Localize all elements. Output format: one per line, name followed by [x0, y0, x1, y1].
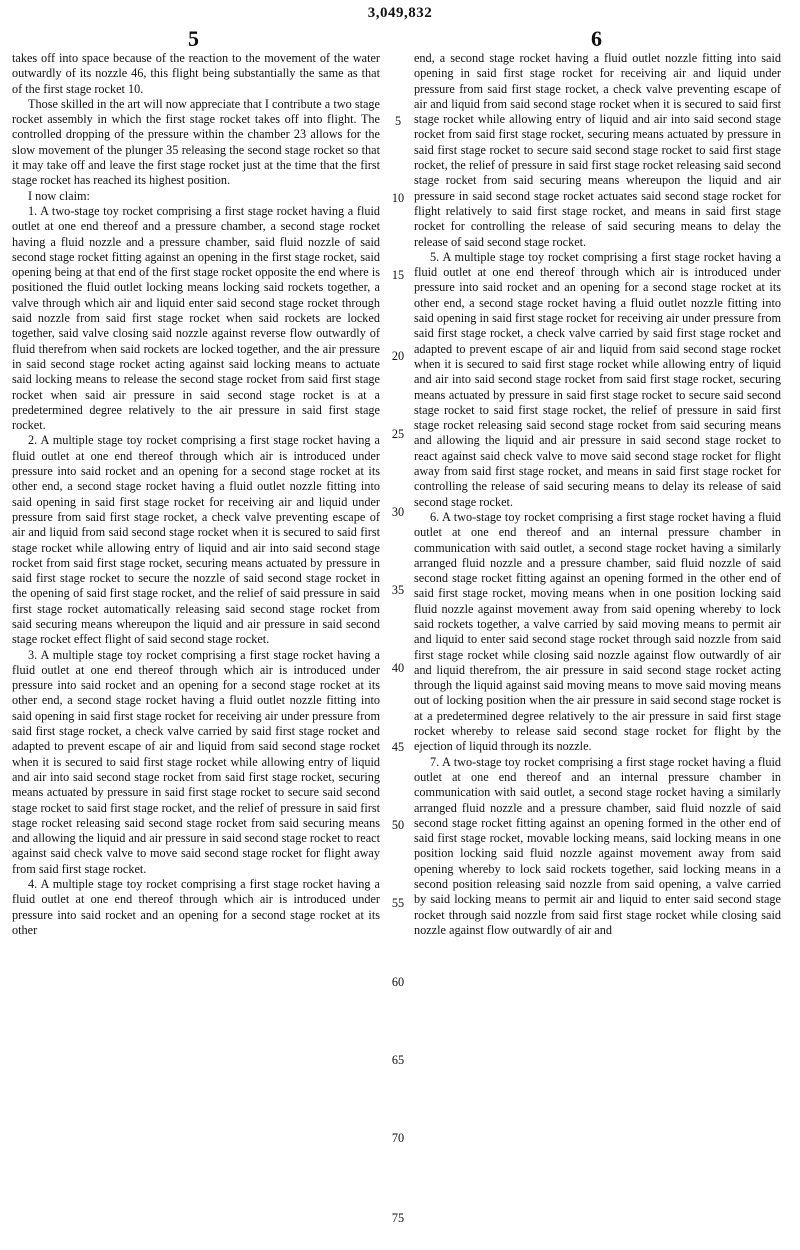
line-number: 75 — [391, 1211, 405, 1225]
line-number: 10 — [391, 191, 405, 205]
claim-2: 2. A multiple stage toy rocket comprising a first stage rocket having a fluid outlet at one end thereof through which air is introduced under pressure into said rocket and an opening for a second stage rocket at its other end, a second stage rocket having a fluid outlet nozzle fitting into said opening in said first stage rocket for receiving air and liquid under pressure from said first stage rocket, a check valve preventing escape of air and liquid from said second stage rocket when it is secured to said first stage rocket while allowing entry of liquid and air into said second stage rocket from said first stage rocket, securing means actuated by pressure in said first stage rocket to secure the nozzle of said second stage rocket in the opening of said first stage rocket, and the relief of said pressure in said first stage rocket automatically releasing said second stage rocket from said securing means whereupon the liquid and air pressure in said second stage rocket effect flight of said second stage rocket. — [12, 433, 380, 647]
claim-4-start: 4. A multiple stage toy rocket comprising a first stage rocket having a fluid outlet at one end thereof through which air is introduced under pressure into said rocket and an opening for a second stage rocket at its other — [12, 877, 380, 937]
left-text-column — [12, 51, 380, 938]
line-number: 50 — [391, 818, 405, 832]
claim-6: 6. A two-stage toy rocket comprising a first stage rocket having a fluid outlet at one end thereof and an internal pressure chamber in communication with said outlet, a second stage rocket having a similarly arranged fluid nozzle and a pressure chamber, said fluid nozzle of said second stage rocket fitting against an opening formed in the other end of said first stage rocket, moving means when in one position locking said fluid nozzle against movement away from said opening whereby to lock said rockets together, a valve carried by said moving means to permit air and liquid to enter said second stage rocket through said nozzle from said first stage rocket while closing said nozzle against flow outwardly of air and liquid therefrom, the air pressure in said second stage rocket acting through the liquid against said moving means to move said moving means out of locking position when the air pressure in said second stage rocket is at a predetermined degree relatively to the air pressure in said first stage rocket whereby to release said second stage rocket for flight by the ejection of liquid through its nozzle. — [414, 509, 781, 754]
line-number: 20 — [391, 349, 405, 363]
line-number: 25 — [391, 427, 405, 441]
paragraph-continuation: takes off into space because of the reaction to the movement of the water outwardly of its nozzle 46, this flight being substantially the same as that of the first stage rocket 10. — [12, 51, 380, 96]
claim-7-start: 7. A two-stage toy rocket comprising a first stage rocket having a fluid outlet at one end thereof and an internal pressure chamber in communication with said outlet, a second stage rocket having a similarly arranged fluid nozzle and a pressure chamber, said fluid nozzle of said second stage rocket fitting against an opening formed in the other end of said first stage rocket, movable locking means, said locking means in one position locking said fluid nozzle against movement away from said opening whereby to lock said rockets together, said locking means in a second position releasing said nozzle from said opening, a valve carried by said locking means to permit air and liquid to enter said second stage rocket through said nozzle from said first stage rocket while closing said nozzle against flow outwardly of air and — [414, 754, 781, 937]
line-number: 55 — [391, 896, 405, 910]
left-column-number: 5 — [188, 26, 199, 51]
claim-5: 5. A multiple stage toy rocket comprising a first stage rocket having a fluid outlet at one end thereof through which air is introduced under pressure into said rocket and an opening for a second stage rocket at its other end, a second stage rocket having a fluid outlet nozzle fitting into said opening in said first stage rocket for receiving air under pressure from said first stage rocket, a check valve carried by said first stage rocket and adapted to prevent escape of air and liquid from said second stage rocket when it is secured to said first stage rocket while allowing entry of liquid and air into said second stage rocket from said first stage rocket, securing means actuated by pressure in said first stage rocket to secure said second stage rocket to said first stage rocket, the relief of pressure in said first stage rocket releasing said second stage rocket from said securing means and allowing the liquid and air pressure in said second stage rocket to react against said check valve to move said second stage rocket for flight away from said first stage rocket, and means in said first stage rocket for controlling the release of said securing means to delay its release of said second stage rocket. — [414, 249, 781, 509]
right-text-column — [414, 51, 781, 938]
paragraph-summary: Those skilled in the art will now appreciate that I contribute a two stage rocket assembly in which the first stage rocket takes off into flight. The controlled dropping of the pressure within the chamber 23 allows for the slow movement of the plunger 35 releasing the second stage rocket so that it may take off and leave the first stage rocket just at the time that the first stage rocket has reached its highest position. — [12, 96, 380, 188]
claim-1: 1. A two-stage toy rocket comprising a first stage rocket having a fluid outlet at one end thereof and a pressure chamber, a second stage rocket having a fluid nozzle and a pressure chamber, said fluid nozzle of said second stage rocket fitting against an opening in the first stage rocket, said opening being at that end of the first stage rocket opposite the end where is positioned the fluid outlet locking means locking said rockets together, a valve through which air and liquid enter said second stage rocket through said nozzle from said first stage rocket when said rockets are locked together, said valve closing said nozzle against reverse flow outwardly of fluid therefrom when said rockets are locked together, and the air pressure in said second stage rocket acting against said locking means to actuate said locking means to release the second stage rocket from said first stage rocket when said air pressure in said second stage rocket is at a predetermined degree relatively to the air pressure in said first stage rocket. — [12, 203, 380, 433]
claims-intro: I now claim: — [28, 188, 90, 203]
line-number: 30 — [391, 505, 405, 519]
line-number: 40 — [391, 661, 405, 675]
line-number: 60 — [391, 975, 405, 989]
line-number: 70 — [391, 1131, 405, 1145]
patent-number: 3,049,832 — [367, 5, 433, 21]
right-column-number: 6 — [591, 26, 602, 51]
line-number: 65 — [391, 1053, 405, 1067]
claim-3: 3. A multiple stage toy rocket comprising a first stage rocket having a fluid outlet at one end thereof through which air is introduced under pressure into said rocket and an opening for a second stage rocket at its other end, a second stage rocket having a fluid outlet nozzle fitting into said opening in said first stage rocket for receiving air under pressure from said first stage rocket, a check valve carried by said first stage rocket and adapted to prevent escape of air and liquid from said second stage rocket when it is secured to said first stage rocket while allowing entry of liquid and air into said second stage rocket from said first stage rocket, securing means actuated by pressure in said first stage rocket to secure said second stage rocket to said first stage rocket, and the relief of pressure in said first stage rocket releasing said second stage rocket from said securing means and allowing the liquid and air pressure in said second stage rocket to react against said check valve to move said second stage rocket for flight away from said first stage rocket. — [12, 647, 380, 876]
line-number: 45 — [391, 740, 405, 754]
line-number: 5 — [394, 114, 402, 128]
line-number: 35 — [391, 583, 405, 597]
line-number: 15 — [391, 268, 405, 282]
claim-4-continuation: end, a second stage rocket having a fluid outlet nozzle fitting into said opening in said first stage rocket for receiving air and liquid under pressure from said first stage rocket, a check valve preventing escape of air and liquid from said second stage rocket when it is secured to said first stage rocket while allowing entry of liquid and air into said second stage rocket from said first stage rocket, securing means actuated by pressure in said first stage rocket to secure said second stage rocket to said first stage rocket, the relief of pressure in said first stage rocket releasing said second stage rocket from said securing means whereupon the liquid and air pressure in said second stage rocket actuates said second stage rocket for flight relatively to said first stage rocket, and means in said first stage rocket for controlling the release of said securing means to delay the release of said second stage rocket. — [414, 51, 781, 249]
